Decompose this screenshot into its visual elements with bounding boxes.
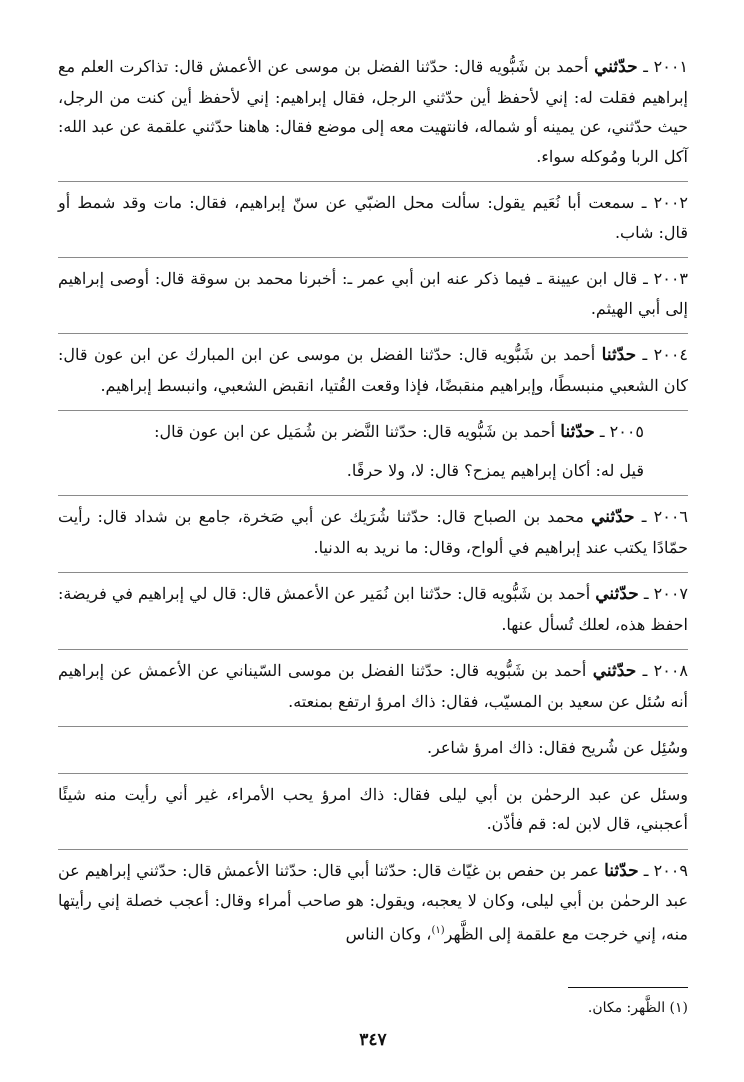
entry-2006 (58, 502, 688, 573)
entry-keyword: حدّثني (594, 57, 638, 77)
entry-number: ٢٠٠١ ـ (643, 57, 689, 76)
entry-text: وسُئِل عن شُريح فقال: ذاك امرؤ شاعر. (426, 738, 688, 757)
book-page (58, 52, 688, 1052)
footnote-marker: (١) (431, 924, 445, 936)
entry-text: قيل له: أكان إبراهيم يمزح؟ قال: لا، ولا حرفًا. (346, 460, 644, 480)
entry-number: ٢٠٠٤ ـ (642, 345, 688, 364)
entry-keyword: حدّثنا (560, 422, 595, 442)
entry-2003 (58, 264, 688, 334)
entry-text: عمر بن حفص بن غيّاث قال: حدّثنا أبي قال: حدّثنا الأعمش قال: حدّثني إبراهيم عن عبد الرحمٰن بن أبي ليلى، وكان لا يعجبه، ويقول: هو صاحب أمراء وقال: أعجب خصلة إني رأيتها منه، إني خرجت مع علقمة إلى الظَّهر (58, 860, 688, 943)
entry-2007 (58, 579, 688, 650)
entry-2008 (58, 656, 688, 727)
entry-2005-continuation (58, 456, 688, 497)
entry-keyword: حدّثنا (601, 345, 637, 365)
entry-text: سمعت أبا نُعَيم يقول: سألت محل الضبّي عن سنّ إبراهيم، فقال: مات وقد شمط أو قال: شاب. (58, 193, 688, 242)
entry-text: قال ابن عيينة ـ فيما ذكر عنه ابن أبي عمر ـ: أخبرنا محمد بن سوقة قال: أوصى إبراهيم إلى أبي الهيثم. (58, 269, 688, 318)
entry-text: أحمد بن شَبُّويه قال: حدّثنا الفضل بن موسى السّيناني عن الأعمش عن إبراهيم أنه سُئل عن سعيد بن المسيّب، فقال: ذاك امرؤ ارتفع بمنعته. (58, 661, 688, 711)
entry-2002 (58, 188, 688, 258)
entry-2009 (58, 856, 688, 953)
entry-number: ٢٠٠٦ ـ (641, 507, 688, 526)
entry-text-tail: ، وكان الناس (345, 923, 432, 943)
entry-number: ٢٠٠٢ ـ (641, 193, 688, 212)
entry-text: محمد بن الصباح قال: حدّثنا شُرَيك عن أبي صَخرة، جامع بن شداد قال: رأيت حمّادًا يكتب عند إبراهيم في ألواح، وقال: ما نريد به الدنيا. (58, 507, 688, 557)
entry-2008-shurayh (58, 733, 688, 774)
entry-2005 (58, 417, 688, 452)
page-number: ٣٤٧ (359, 1030, 387, 1050)
entry-text: أحمد بن شَبُّويه قال: حدّثنا النَّضر بن شُمَيل عن ابن عون قال: (154, 422, 556, 441)
entry-2001 (58, 52, 688, 182)
entry-keyword: حدّثني (595, 584, 639, 604)
entry-number: ٢٠٠٥ ـ (599, 422, 644, 441)
footnote-separator (568, 987, 688, 988)
entry-text: وسئل عن عبد الرحمٰن بن أبي ليلى فقال: ذاك امرؤ يحب الأمراء، غير أني رأيت منه شيئًا أعجبني، قال لابن له: قم فأذّن. (58, 784, 688, 833)
entry-2004 (58, 340, 688, 411)
entry-2008-ibn-abi-layla (58, 780, 688, 850)
entry-keyword: حدّثني (591, 507, 635, 527)
footnote: (١) الظَّهر: مكان. (587, 1000, 688, 1016)
entry-number: ٢٠٠٩ ـ (643, 860, 688, 880)
entry-number: ٢٠٠٨ ـ (642, 661, 689, 680)
entry-text: أحمد بن شَبُّويه قال: حدّثنا الفضل بن موسى عن ابن المبارك عن ابن عون قال: كان الشعبي منبسطًا، وإبراهيم منقبضًا، فإذا وقعت الفُتيا، انقبض الشعبي، وانبسط إبراهيم. (58, 345, 688, 395)
entry-number: ٢٠٠٣ ـ (643, 269, 688, 288)
entry-keyword: حدّثنا (604, 860, 639, 881)
entry-keyword: حدّثني (592, 661, 637, 681)
entry-text: أحمد بن شَبُّويه قال: حدّثنا ابن نُمَير عن الأعمش قال: قال لي إبراهيم في فريضة: احفظ هذه، لعلك تُسأل عنها. (58, 584, 688, 634)
entry-text: أحمد بن شَبُّويه قال: حدّثنا الفضل بن موسى عن الأعمش قال: تذاكرت العلم مع إبراهيم فقلت له: إني لأحفظ أين حدّثني الرجل، فقال إبراهيم: إني لأحفظ أين كنت من الرجل، حيث حدّثني، عن يمينه أو شماله، فانتهيت معه إلى موضع فقال: هاهنا حدّثني علقمة عن عبد الله: آكل الربا ومُوكله سواء. (58, 57, 688, 166)
entry-number: ٢٠٠٧ ـ (643, 584, 689, 603)
